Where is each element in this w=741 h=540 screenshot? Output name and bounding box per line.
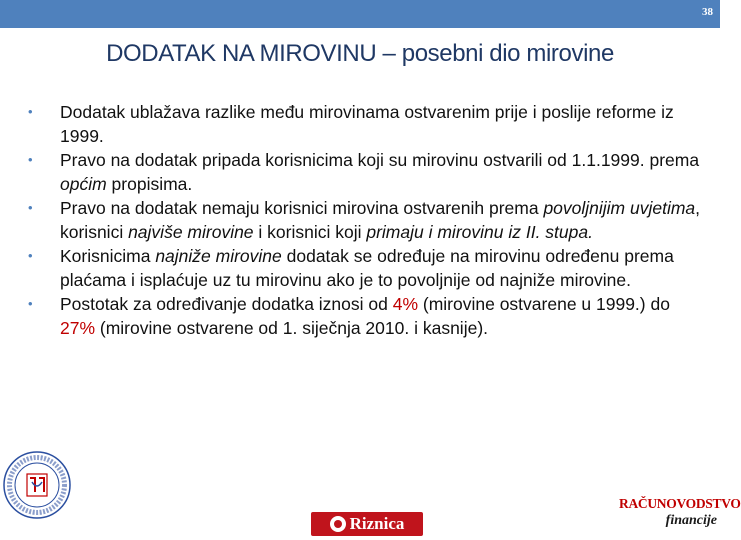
bullet-text: Dodatak ublažava razlike među mirovinama ostvarenim prije i poslije reforme iz 1999.	[60, 102, 674, 146]
bullet-text: propisima.	[106, 174, 193, 194]
bullet-list	[22, 100, 702, 340]
emphasis-text: općim	[60, 174, 107, 194]
bullet-text: Korisnicima	[60, 246, 156, 266]
bullet-icon: •	[28, 296, 33, 311]
bullet-text: Postotak za određivanje dodatka iznosi od	[60, 294, 393, 314]
bullet-icon: •	[28, 152, 33, 167]
page-number: 38	[702, 6, 713, 18]
racunovodstvo-logo-subtitle: financije	[665, 513, 717, 528]
bullet-text: Pravo na dodatak nemaju korisnici mirovina ostvarenih prema	[60, 198, 544, 218]
slide-title: DODATAK NA MIROVINU – posebni dio mirovine	[106, 40, 614, 67]
percent-max: 27%	[60, 318, 96, 338]
bullet-item	[22, 196, 702, 244]
emphasis-text: najniže mirovine	[155, 246, 282, 266]
riznica-emblem-icon	[330, 516, 346, 532]
bullet-icon: •	[28, 248, 33, 263]
top-bar	[0, 0, 720, 28]
bullet-text: (mirovine ostvarene od 1. siječnja 2010. i kasnije).	[95, 318, 489, 338]
bullet-item	[22, 292, 702, 340]
bullet-item	[22, 100, 702, 148]
racunovodstvo-logo	[619, 496, 741, 540]
bullet-text: , korisnici	[60, 198, 701, 242]
riznica-logo-text: Riznica	[349, 514, 405, 533]
ministry-seal-logo	[2, 450, 72, 520]
bullet-text: dodatak se određuje na mirovinu određenu prema plaćama i isplaćuje uz tu mirovinu ako je to povoljnije od najniže mirovine.	[60, 246, 674, 290]
bullet-text: Pravo na dodatak pripada korisnicima koji su mirovinu ostvarili od 1.1.1999. prema	[60, 150, 700, 170]
bullet-item	[22, 244, 702, 292]
bullet-text: (mirovine ostvarene u 1999.) do	[418, 294, 670, 314]
racunovodstvo-logo-title: RAČUNOVODSTVO	[619, 496, 741, 511]
percent-min: 4%	[392, 294, 419, 314]
emphasis-text: najviše mirovine	[128, 222, 254, 242]
emphasis-text: primaju i mirovinu iz II. stupa.	[366, 222, 593, 242]
bullet-text: i korisnici koji	[253, 222, 367, 242]
riznica-logo	[311, 512, 423, 536]
bullet-item	[22, 148, 702, 196]
bullet-icon: •	[28, 104, 33, 119]
bullet-icon: •	[28, 200, 33, 215]
emphasis-text: povoljnijim uvjetima	[543, 198, 696, 218]
